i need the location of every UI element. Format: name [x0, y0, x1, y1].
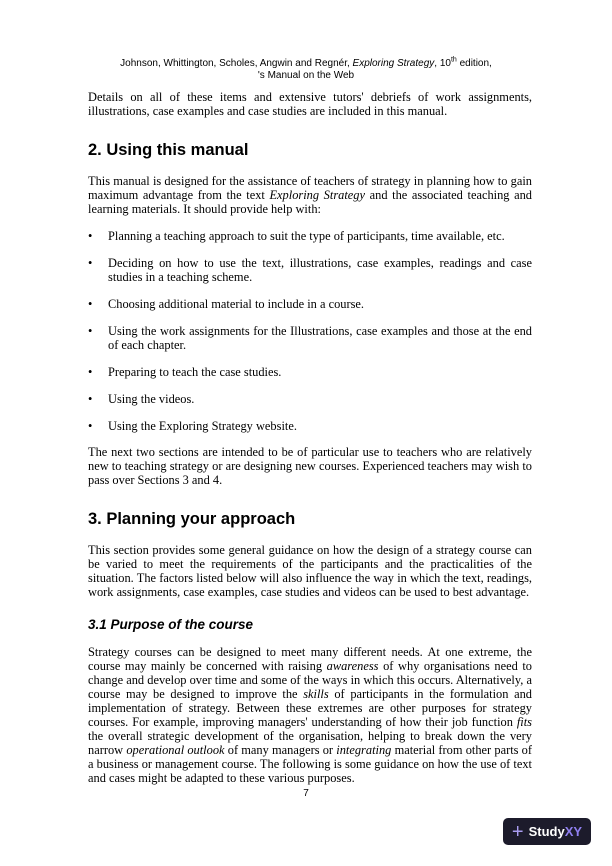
section-2-heading: 2. Using this manual	[88, 141, 249, 159]
bullet-item	[88, 365, 532, 379]
bullet-item	[88, 256, 532, 284]
section-3-1-paragraph	[88, 645, 532, 785]
header-text: edition,	[456, 58, 492, 69]
bullet-icon: •	[88, 419, 93, 433]
page-number: 7	[303, 788, 309, 799]
emphasis: awareness	[326, 659, 379, 673]
text: Strategy courses can be designed to meet many different needs. At one extreme, the course may mainly be concerned with raising	[88, 645, 532, 673]
bullet-text: Planning a teaching approach to suit the type of participants, time available, etc.	[108, 229, 505, 243]
bullet-icon: •	[88, 297, 93, 311]
header-text: , 10	[434, 58, 451, 69]
text: and the associated teaching and learning materials. It should provide help with:	[88, 188, 532, 216]
emphasis: skills	[303, 687, 329, 701]
section-2-paragraph-1	[88, 174, 532, 216]
logo-text-xy: XY	[564, 824, 583, 839]
emphasis: fits	[516, 715, 532, 729]
header-book-title: Exploring Strategy	[352, 58, 435, 69]
bullet-item	[88, 419, 532, 433]
bullet-icon: •	[88, 256, 93, 270]
bullet-text: Using the videos.	[108, 392, 195, 406]
book-title: Exploring Strategy	[269, 188, 365, 202]
header-text: Johnson, Whittington, Scholes, Angwin and Regnér,	[120, 58, 353, 69]
bullet-icon: •	[88, 365, 93, 379]
text: of participants in the formulation and implementation of strategy. Between these extremes are other purposes for strategy courses. For example, improving managers' understanding of how their job function	[88, 687, 532, 729]
bullet-icon: •	[88, 324, 93, 338]
bullet-item	[88, 229, 532, 243]
bullet-text: Preparing to teach the case studies.	[108, 365, 282, 379]
bullet-text: Choosing additional material to include in a course.	[108, 297, 365, 311]
section-3-heading: 3. Planning your approach	[88, 510, 296, 528]
text: of many managers or	[224, 743, 337, 757]
bullet-item	[88, 297, 532, 311]
bullet-text: Using the Exploring Strategy website.	[108, 419, 297, 433]
page-body	[88, 58, 532, 785]
bullet-icon: •	[88, 229, 93, 243]
logo-text-study: Study	[528, 824, 565, 839]
text: of why organisations need to change and develop over time and some of the ways in which this occurs. Alternatively, a course may be designed to improve the	[88, 659, 533, 701]
section-3-1-heading: 3.1 Purpose of the course	[88, 617, 254, 632]
bullet-item	[88, 392, 532, 406]
section-3-paragraph: This section provides some general guidance on how the design of a strategy course can be varied to meet the requirements of the participants and the practicalities of the situation. The factors listed below will also influence the way in which the text, readings, work assignments, case examples, case studies and videos can be used to best advantage.	[88, 543, 532, 599]
running-header	[0, 58, 612, 82]
bullet-text: Deciding on how to use the text, illustrations, case examples, readings and case studies in a teaching scheme.	[108, 256, 532, 284]
bullet-icon: •	[88, 392, 93, 406]
emphasis: integrating	[336, 743, 392, 757]
header-line2: 's Manual on the Web	[257, 70, 355, 81]
header-sup: th	[450, 56, 457, 64]
text: This manual is designed for the assistance of teachers of strategy in planning how to gain maximum advantage from the text	[88, 174, 532, 202]
studyxy-logo	[503, 818, 591, 845]
emphasis: operational outlook	[126, 743, 225, 757]
bullet-item	[88, 324, 532, 352]
text: the overall strategic development of the organisation, helping to break down the very narrow	[88, 729, 532, 757]
text: material from other parts of a business or management course. The following is some guidance on how the use of text and cases might be adapted to these various purposes.	[88, 743, 532, 785]
section-2-paragraph-2: The next two sections are intended to be of particular use to teachers who are relatively new to teaching strategy or are designing new courses. Experienced teachers may wish to pass over Sections 3 and 4.	[88, 445, 532, 487]
intro-paragraph: Details on all of these items and extensive tutors' debriefs of work assignments, illustrations, case examples and case studies are included in this manual.	[88, 90, 532, 118]
bullet-text: Using the work assignments for the Illustrations, case examples and those at the end of each chapter.	[108, 324, 532, 352]
logo-text	[529, 824, 582, 839]
plus-icon: +	[511, 820, 524, 843]
